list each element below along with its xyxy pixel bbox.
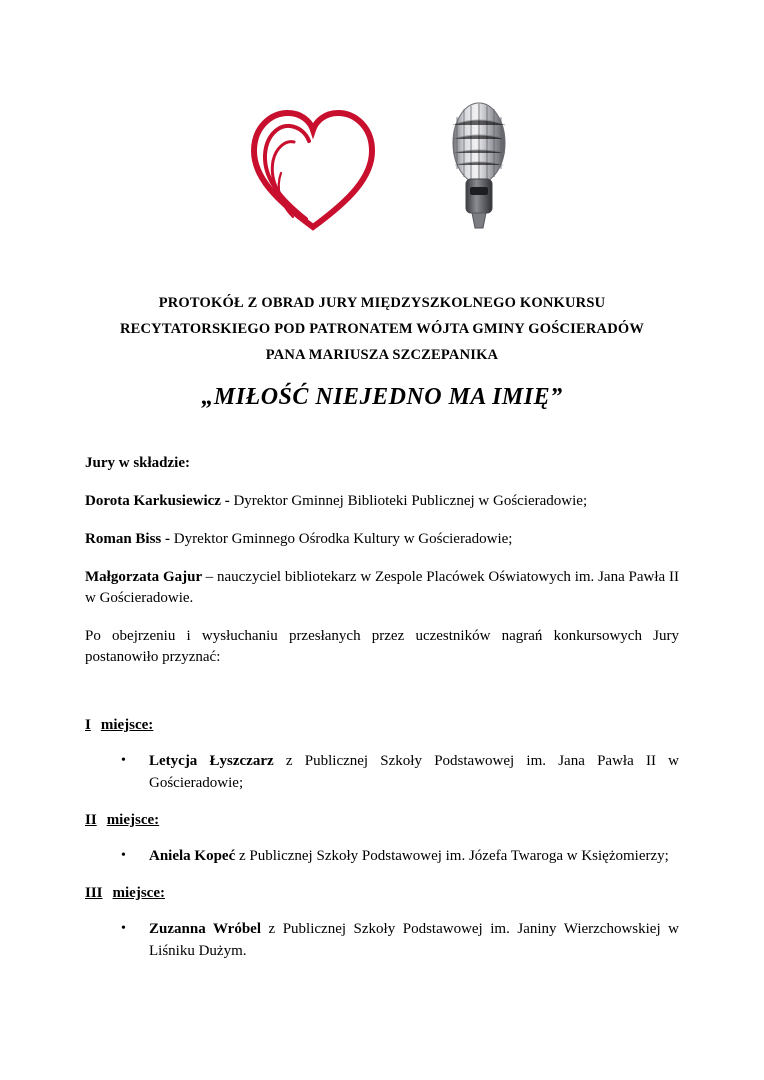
title-block bbox=[85, 290, 679, 411]
title-line-3: PANA MARIUSZA SZCZEPANIKA bbox=[265, 347, 499, 363]
place-heading-2 bbox=[85, 810, 679, 831]
microphone-icon bbox=[439, 95, 519, 235]
place-number: II bbox=[85, 812, 97, 828]
place-label: miejsce: bbox=[106, 812, 160, 828]
winner-list-3 bbox=[85, 918, 679, 962]
place-heading-1 bbox=[85, 715, 679, 736]
place-heading-3 bbox=[85, 883, 679, 904]
intro-paragraph: Po obejrzeniu i wysłuchaniu przesłanych przez uczestników nagrań konkursowych Jury postanowiło przyznać: bbox=[85, 628, 679, 665]
winner-detail: z Publicznej Szkoły Podstawowej im. Janiny Wierzchowskiej w Liśniku Dużym. bbox=[149, 921, 679, 959]
jury-heading-text: Jury w składzie: bbox=[85, 455, 190, 471]
document-body bbox=[85, 453, 679, 962]
place-label: miejsce: bbox=[100, 717, 154, 733]
place-label: miejsce: bbox=[112, 885, 165, 901]
jury-member bbox=[85, 567, 679, 609]
winner-list-1 bbox=[85, 750, 679, 794]
winner-name: Letycja Łyszczarz bbox=[149, 753, 274, 769]
title-line-2: RECYTATORSKIEGO POD PATRONATEM WÓJTA GMINY GOŚCIERADÓW bbox=[119, 321, 645, 337]
place-number: III bbox=[85, 885, 103, 901]
place-number: I bbox=[85, 717, 91, 733]
winner-name: Aniela Kopeć bbox=[149, 848, 236, 864]
jury-member-name: Dorota Karkusiewicz - bbox=[85, 493, 234, 509]
winner-detail: z Publicznej Szkoły Podstawowej im. Józefa Twaroga w Księżomierzy; bbox=[235, 848, 669, 864]
jury-member-name: Małgorzata Gajur bbox=[85, 569, 206, 585]
heart-icon bbox=[246, 95, 381, 235]
winner-list-2 bbox=[85, 845, 679, 867]
jury-member-role: Dyrektor Gminnej Biblioteki Publicznej w Gościeradowie; bbox=[233, 493, 588, 509]
list-item bbox=[121, 750, 679, 794]
jury-member-role: Dyrektor Gminnego Ośrodka Kultury w Gościeradowie; bbox=[173, 531, 513, 547]
jury-heading bbox=[85, 453, 679, 474]
jury-member-role: – nauczyciel bibliotekarz w Zespole Placówek Oświatowych im. Jana Pawła II w Gościeradowie. bbox=[85, 569, 680, 606]
winner-detail: z Publicznej Szkoły Podstawowej im. Jana Pawła II w Gościeradowie; bbox=[149, 753, 679, 791]
jury-member bbox=[85, 491, 679, 512]
logo-row bbox=[85, 0, 679, 200]
winner-name: Zuzanna Wróbel bbox=[149, 921, 261, 937]
contest-title: „MIŁOŚĆ NIEJEDNO MA IMIĘ” bbox=[201, 384, 563, 410]
jury-member bbox=[85, 529, 679, 550]
list-item bbox=[121, 845, 679, 867]
title-line-1: PROTOKÓŁ Z OBRAD JURY MIĘDZYSZKOLNEGO KONKURSU bbox=[158, 295, 606, 311]
jury-member-name: Roman Biss - bbox=[85, 531, 174, 547]
list-item bbox=[121, 918, 679, 962]
spacer bbox=[85, 685, 679, 711]
